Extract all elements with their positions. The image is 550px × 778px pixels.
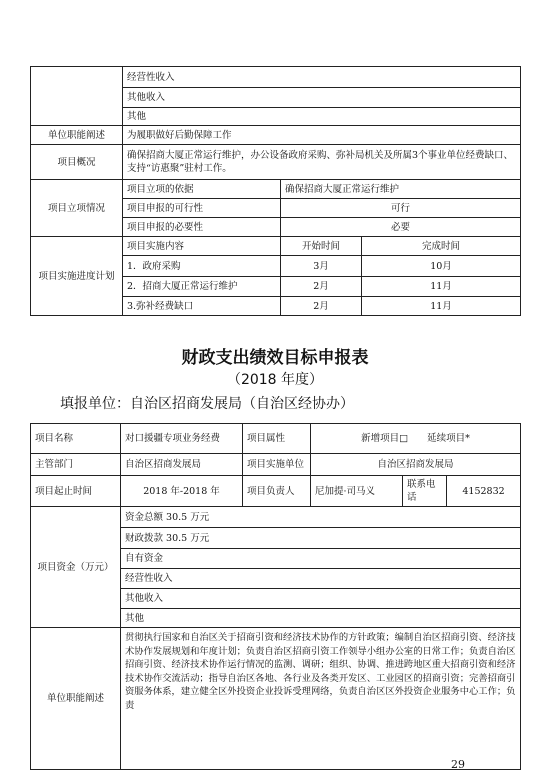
plan-end: 11月 [362, 277, 521, 297]
period-value: 2018 年-2018 年 [121, 476, 243, 507]
page-number: 29 [451, 758, 465, 771]
reporting-unit: 填报单位：自治区招商发展局（自治区经协办） [60, 396, 354, 412]
impl-value: 自治区招商发展局 [311, 454, 521, 476]
plan-item: 1．政府采购 [123, 256, 281, 277]
basis-value: 可行 [281, 199, 521, 218]
plan-header-end: 完成时间 [362, 237, 521, 256]
funds-row-own: 自有资金 [121, 549, 521, 569]
plan-header-item: 项目实施内容 [123, 237, 281, 256]
funds-row-other: 其他 [123, 108, 521, 126]
phone-value: 4152832 [447, 476, 521, 507]
basis-key: 项目立项的依据 [123, 180, 281, 199]
duty-text: 贯彻执行国家和自治区关于招商引资和经济技术协作的方针政策；编制自治区招商引资、经济技术协作发展规划和年度计划；负责自治区招商引资工作领导小组办公室的日常工作；负责自治区招商引资、经济技术协作运行情况的监测、调研；组织、协调、推进跨地区重大招商引资和经济技术协作交流活动；指导自治区各地、各行业及各类开发区、工业园区的招商引资；完善招商引资服务体系，建立健全区外投资企业投诉受理网络，负责自治区区外投资企业服务中心工作；负责 [121, 628, 521, 770]
performance-target-table [30, 423, 521, 770]
owner-value: 尼加提·司马义 [311, 476, 403, 507]
plan-item: 3.弥补经费缺口 [123, 297, 281, 316]
plan-start: 2月 [281, 297, 362, 316]
funds-row-fiscal: 财政拨款 30.5 万元 [121, 528, 521, 549]
name-label: 项目名称 [31, 424, 121, 454]
plan-label: 项目实施进度计划 [31, 237, 123, 316]
attr-value: 新增项目□ 延续项目* [311, 424, 521, 454]
plan-header-start: 开始时间 [281, 237, 362, 256]
basis-key: 项目申报的可行性 [123, 199, 281, 218]
funds-continued-label-cell [31, 67, 123, 126]
attr-label: 项目属性 [243, 424, 311, 454]
funds-row-other: 其他 [121, 609, 521, 628]
duty-label: 单位职能阐述 [31, 126, 123, 145]
form-title: 财政支出绩效目标申报表 [181, 348, 369, 368]
funds-row-other-income: 其他收入 [121, 589, 521, 609]
funds-row-other-income: 其他收入 [123, 88, 521, 108]
overview-text: 确保招商大厦正常运行维护，办公设备政府采购、弥补局机关及所属3个事业单位经费缺口、支持“访惠聚”驻村工作。 [123, 145, 521, 180]
basis-value: 确保招商大厦正常运行维护 [281, 180, 521, 199]
basis-label: 项目立项情况 [31, 180, 123, 237]
project-table-continued [30, 66, 521, 316]
plan-start: 3月 [281, 256, 362, 277]
name-value: 对口援疆专项业务经费 [121, 424, 243, 454]
dept-label: 主管部门 [31, 454, 121, 476]
basis-key: 项目申报的必要性 [123, 218, 281, 237]
dept-value: 自治区招商发展局 [121, 454, 243, 476]
funds-row-operating: 经营性收入 [121, 569, 521, 589]
funds-row-total: 资金总额 30.5 万元 [121, 507, 521, 528]
plan-end: 11月 [362, 297, 521, 316]
form-year: （2018 年度） [226, 372, 324, 388]
duty-label: 单位职能阐述 [31, 628, 121, 770]
plan-item: 2．招商大厦正常运行维护 [123, 277, 281, 297]
overview-label: 项目概况 [31, 145, 123, 180]
owner-label: 项目负责人 [243, 476, 311, 507]
plan-end: 10月 [362, 256, 521, 277]
duty-text: 为履职做好后勤保障工作 [123, 126, 521, 145]
funds-row-operating: 经营性收入 [123, 67, 521, 88]
funds-label: 项目资金（万元） [31, 507, 121, 628]
plan-start: 2月 [281, 277, 362, 297]
impl-label: 项目实施单位 [243, 454, 311, 476]
period-label: 项目起止时间 [31, 476, 121, 507]
phone-label: 联系电话 [403, 476, 447, 507]
basis-value: 必要 [281, 218, 521, 237]
